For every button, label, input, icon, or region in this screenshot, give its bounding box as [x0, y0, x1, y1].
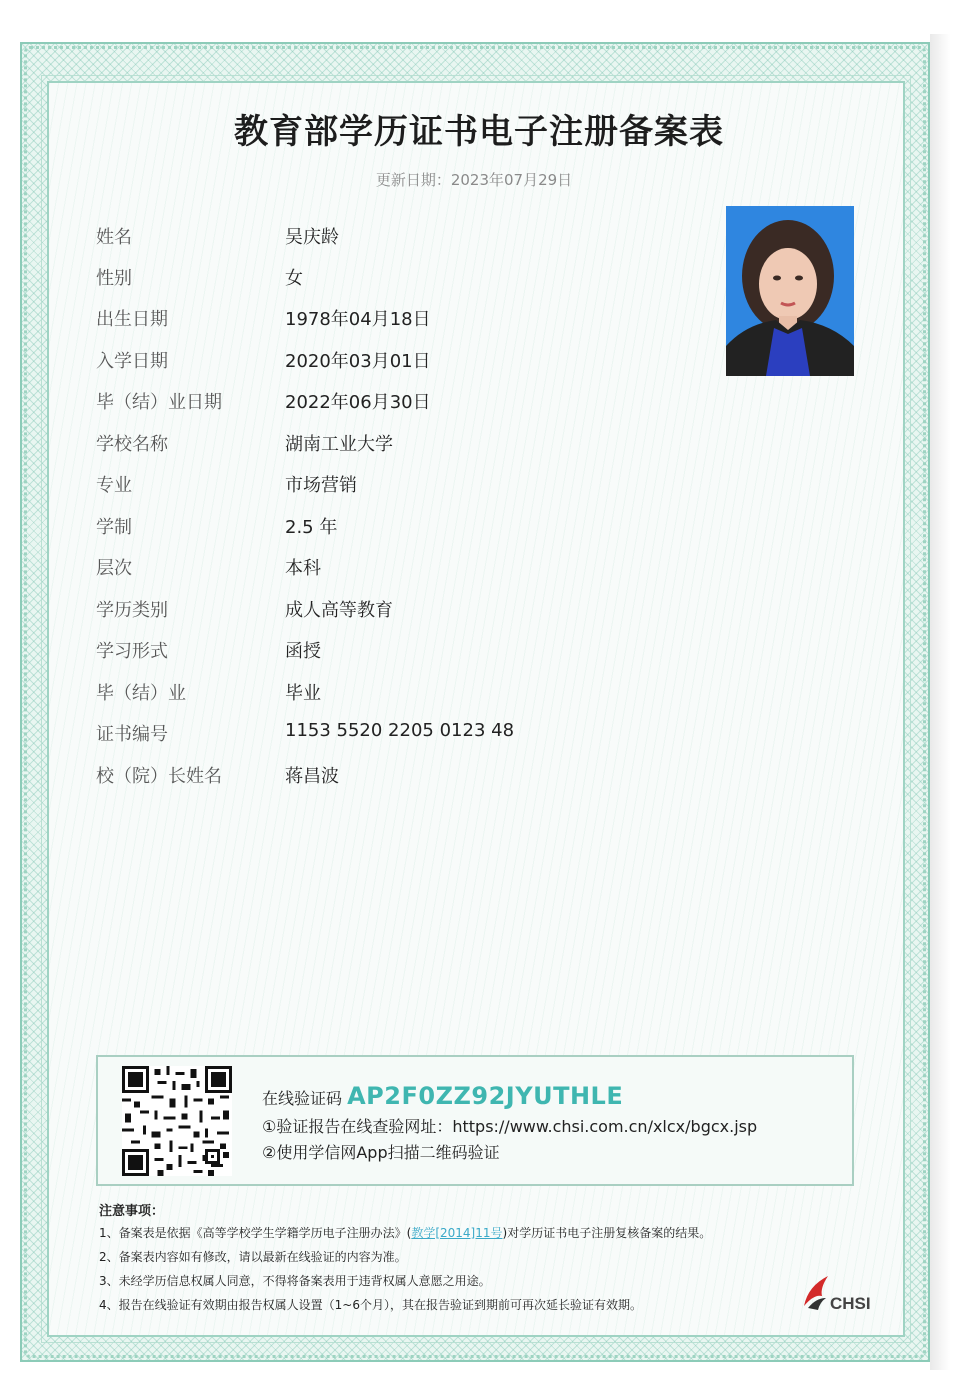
note-item-2: 2、备案表内容如有修改，请以最新在线验证的内容为准。 [99, 1250, 407, 1264]
field-label: 学历类别 [96, 600, 168, 621]
chsi-logo-text: CHSI [830, 1294, 871, 1313]
field-label: 性别 [96, 268, 132, 289]
field-label: 学制 [96, 517, 132, 538]
verify-step-url: ①验证报告在线查验网址：https://www.chsi.com.cn/xlcx/bgcx.jsp [262, 1117, 758, 1136]
field-value: 1153 5520 2205 0123 48 [285, 720, 515, 741]
field-value: 女 [285, 268, 303, 289]
field-label: 学习形式 [96, 641, 168, 662]
field-label: 入学日期 [96, 351, 168, 372]
field-value: 毕业 [285, 683, 321, 704]
field-value: 2022年06月30日 [285, 392, 431, 413]
document-title: 教育部学历证书电子注册备案表 [234, 112, 724, 152]
field-value: 湖南工业大学 [285, 434, 393, 455]
field-label: 出生日期 [96, 309, 168, 330]
verification-code-line [262, 1082, 623, 1110]
verify-step-app: ②使用学信网App扫描二维码验证 [262, 1143, 500, 1162]
field-value: 2.5 年 [285, 517, 338, 538]
field-value: 1978年04月18日 [285, 309, 431, 330]
notes-title: 注意事项： [99, 1204, 165, 1219]
field-label: 毕（结）业日期 [96, 392, 222, 413]
field-value: 成人高等教育 [285, 600, 393, 621]
page-shadow [930, 34, 950, 1370]
note-item-4: 4、报告在线验证有效期由报告权属人设置（1~6个月），其在报告验证到期前可再次延长验证有效期。 [99, 1298, 642, 1312]
field-label: 学校名称 [96, 434, 168, 455]
field-value: 市场营销 [285, 475, 357, 496]
note-1-text-start: 1、备案表是依据《高等学校学生学籍学历电子注册办法》( [99, 1226, 412, 1240]
field-label: 毕（结）业 [96, 683, 186, 704]
portrait-photo [726, 206, 854, 376]
regulation-link[interactable]: 教学[2014]11号 [411, 1226, 503, 1240]
field-label: 专业 [96, 475, 132, 496]
field-value: 蒋昌波 [285, 766, 339, 787]
verification-code-label: 在线验证码 [262, 1089, 343, 1108]
field-value: 本科 [285, 558, 321, 579]
note-1-text-end: )对学历证书电子注册复核备案的结果。 [502, 1226, 712, 1240]
qr-code-icon[interactable] [122, 1066, 232, 1176]
field-value: 2020年03月01日 [285, 351, 431, 372]
field-label: 层次 [96, 558, 132, 579]
verification-code: AP2F0ZZ92JYUTHLE [347, 1082, 624, 1110]
field-value: 函授 [285, 641, 321, 662]
field-label: 校（院）长姓名 [96, 766, 222, 787]
update-date: 更新日期：2023年07月29日 [375, 171, 573, 189]
portrait-illustration [726, 206, 854, 376]
field-value: 吴庆龄 [285, 227, 339, 248]
field-label: 证书编号 [96, 724, 168, 745]
field-label: 姓名 [96, 227, 132, 248]
note-item-1 [99, 1224, 711, 1241]
note-item-3: 3、未经学历信息权属人同意，不得将备案表用于违背权属人意愿之用途。 [99, 1274, 491, 1288]
